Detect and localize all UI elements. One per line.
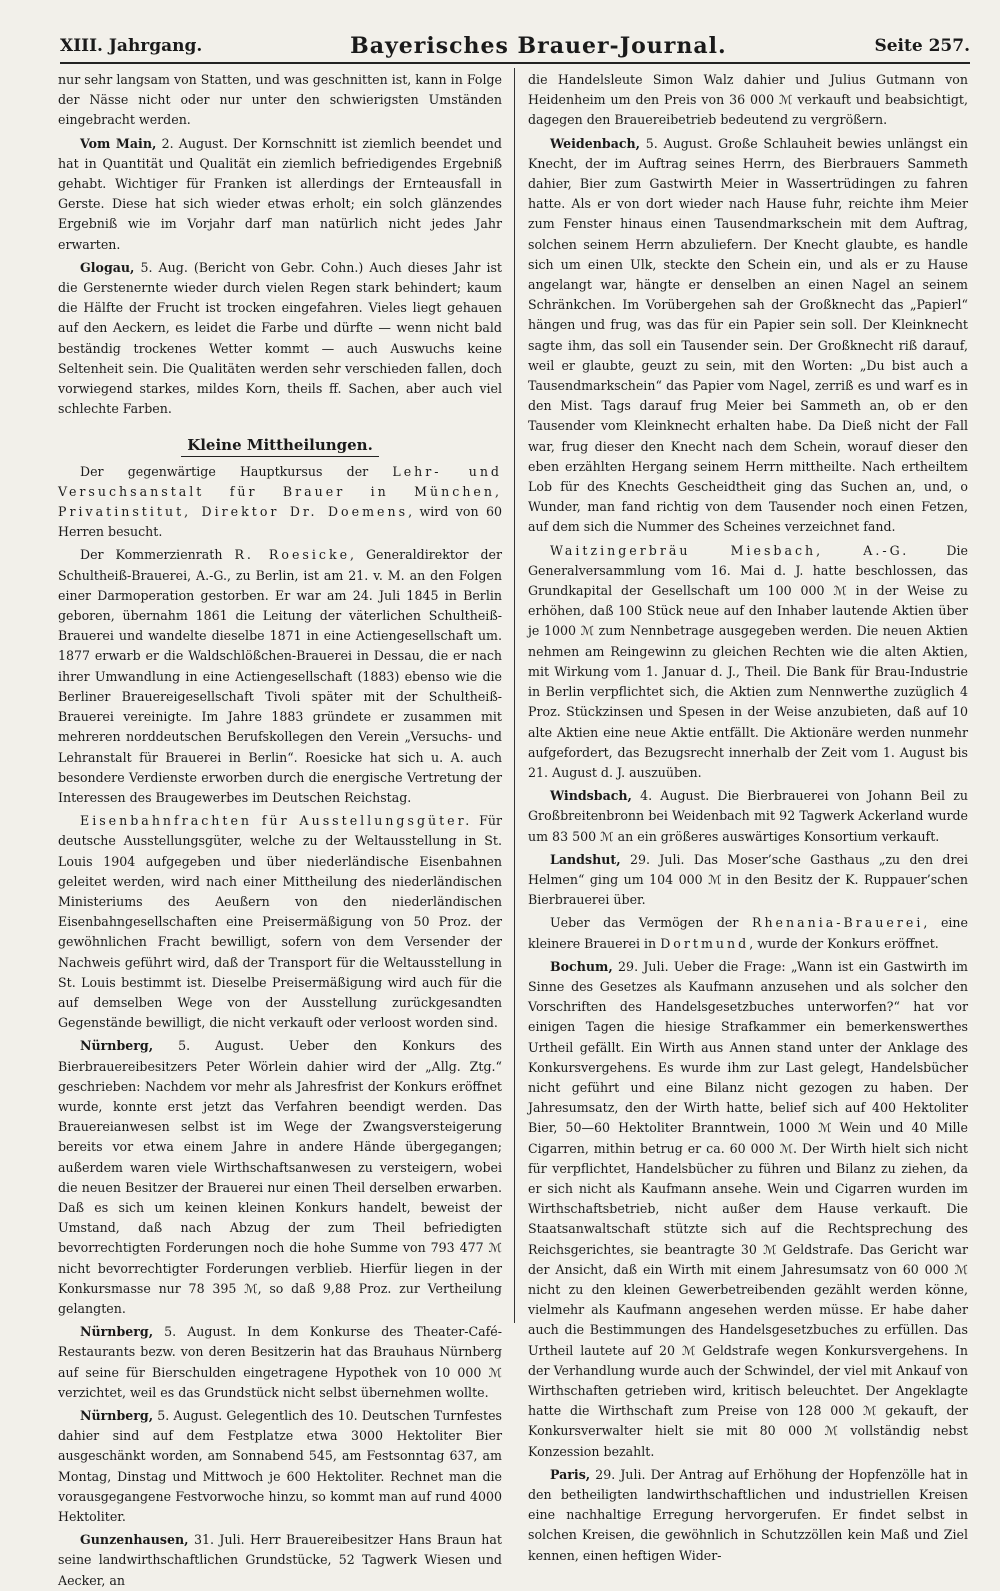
dateline: Windsbach, [550,788,632,804]
dateline: Weidenbach, [550,135,641,151]
dateline: Nürnberg, [80,1408,154,1423]
article-paragraph [58,462,502,543]
article-text: , wurde der Konkurs eröffnet. [749,935,939,951]
article-paragraph [58,1036,502,1319]
article-paragraph [528,541,968,783]
spaced-text: R. Roesicke [234,547,351,563]
article-text: 5. August. Große Schlauheit bewies unlängst ein Knecht, der im Auftrag seines Herrn, des Bierbrauers Sammeth dahier, Bier zum Gastwirth Meier in Wassertrüdingen zu fahren hatte. Als er von dort wieder nach Hause fuhr, reichte ihm Meier zum Fenster hinaus einen Tausendmarkschein mit dem Auftrag, solchen seinem Herrn abzuliefern. Der Knecht glaubte, es handle sich um einen Ulk, steckte den Schein ein, und als er zu Hause angelangt war, hängte er denselben an einen Nagel an seinem Schränkchen. Im Vorübergehen sah der Großknecht das „Papierl“ hängen und frug, was das für ein Papier sein soll. Der Kleinknecht sagte ihm, das soll ein Tausender sein. Der Großknecht riß darauf, weil er glaubte, geuzt zu sein, mit den Worten: „Du bist auch a Tausendmarkschein“ das Papier vom Nagel, zerriß es und warf es in den Mist. Tags darauf frug Meier bei Sammeth an, ob er den Tausender vom Kleinknecht erhalten habe. Da Dieß nicht der Fall war, frug dieser den Knecht nach dem Schein, worauf dieser den eben erzählten Hergang seinem Herrn mittheilte. Nach ertheiltem Lob für des Knechts Gescheidtheit ging das Suchen an, und, o Wunder, man fand richtig von dem Tausender noch einen Fetzen, auf dem sich die Nummer des Scheines verzeichnet fand. [528,135,968,535]
spaced-text: Waitzingerbräu Miesbach, A.-G. [550,542,910,558]
article-text: 4. August. Die Bierbrauerei von Johann Beil zu Großbreitenbronn bei Weidenbach mit 92 Tagwerk Ackerland wurde um 83 500 ℳ an ein größeres auswärtiges Konsortium verkauft. [528,788,968,844]
article-text: Für deutsche Ausstellungsgüter, welche zu der Weltausstellung in St. Louis 1904 aufgegeben und über niederländische Eisenbahnen geleitet werden, wird nach einer Mittheilung des niederländischen Ministeriums des Aeußern von den niederländischen Eisenbahngesellschaften eine Preisermäßigung von 50 Proz. der gewöhnlichen Fracht bewilligt, sofern von dem Versender der Nachweis geführt wird, daß der Transport für die Weltausstellung in St. Louis bestimmt ist. Dieselbe Preisermäßigung wird auch für die auf demselben Wege von der Ausstellung zurückgesandten Gegenstände bewilligt, die nicht verkauft oder verloost worden sind. [58,813,502,1031]
spaced-text: Eisenbahnfrachten für Ausstellungsgüter. [80,813,473,829]
article-text: Der Kommerzienrath [80,547,235,563]
dateline: Nürnberg, [80,1038,154,1054]
dateline: Nürnberg, [80,1324,154,1340]
article-paragraph [528,134,968,538]
article-text: 5. August. Gelegentlich des 10. Deutschen Turnfestes dahier sind auf dem Festplatze etwa 3000 Hektoliter Bier ausgeschänkt worden, am Sonnabend 545, am Festsonntag 637, am Montag, Dinstag und Mittwoch je 600 Hektoliter. Rechnet man die vorausgegangene Festvorwoche hinzu, so kommt man auf rund 4000 Hektoliter. [58,1408,502,1525]
article-paragraph: die Handelsleute Simon Walz dahier und Julius Gutmann von Heidenheim um den Preis von 36 000 ℳ verkauft und beabsichtigt, dagegen den Brauereibetrieb bedeutend zu vergrößern. [528,72,968,128]
article-paragraph [528,1465,968,1566]
right-column [528,70,968,1563]
article-paragraph [528,957,968,1462]
article-text: 5. August. Ueber den Konkurs des Bierbrauereibesitzers Peter Wörlein dahier wird der „Allg. Ztg.“ geschrieben: Nachdem vor mehr als Jahresfrist der Konkurs eröffnet wurde, konnte erst jetzt das Verfahren beendigt werden. Das Brauereianwesen selbst ist im Wege der Zwangsversteigerung bereits vor etwa einem Jahre in andere Hände übergegangen; außerdem waren viele Wirthschaftsanwesen zu versteigern, wobei die neuen Besitzer der Brauerei nur einen Theil derselben erwarben. Daß es sich um keinen kleinen Konkurs handelt, beweist der Umstand, daß nach Abzug der zum Theil befriedigten bevorrechtigten Forderungen noch die hohe Summe von 793 477 ℳ nicht bevorrechtigter Forderungen verblieb. Hierfür liegen in der Konkursmasse nur 78 395 ℳ, so daß 9,88 Proz. zur Vertheilung gelangten. [58,1038,502,1316]
dateline: Paris, [550,1466,591,1482]
dateline: Landshut, [550,851,621,867]
article-paragraph [58,545,502,808]
issue-label: XIII. Jahrgang. [60,36,203,56]
section-title: Kleine Mittheilungen. [58,435,502,455]
article-text: , Generaldirektor der Schultheiß-Brauerei, A.-G., zu Berlin, ist am 21. v. M. an den Folgen einer Darmoperation gestorben. Er war am 24. Juli 1845 in Berlin geboren, übernahm 1861 die Leitung der väterlichen Schultheiß-Brauerei und wandelte dieselbe 1871 in eine Actiengesellschaft um. 1877 erwarb er die Waldschlößchen-Brauerei in Dessau, die er nach ihrer Umwandlung in eine Actiengesellschaft (1883) ebenso wie die Berliner Brauereigesellschaft Tivoli später mit der Schultheiß-Brauerei vereinigte. Im Jahre 1883 gründete er zusammen mit mehreren norddeutschen Berufskollegen den Verein „Versuchs- und Lehranstalt für Brauerei in Berlin“. Roesicke hat sich u. A. auch besondere Verdienste erworben durch die energische Vertretung der Interessen des Braugewerbes im Deutschen Reichstag. [58,547,502,805]
article-paragraph: Glogau, 5. Aug. (Bericht von Gebr. Cohn.) Auch dieses Jahr ist die Gerstenernte wieder durch vielen Regen stark behindert; kaum die Hälfte der Frucht ist trocken eingefahren. Vieles liegt gehauen auf den Aeckern, es leidet die Farbe und dürfte — wenn nicht bald beständig trockenes Wetter kommt — auch Auswuchs keine Seltenheit sein. Die Qualitäten werden sehr verschieden fallen, doch vorwiegend starkes, mildes Korn, theils ff. Sachen, aber auch viel schlechte Farben. [58,259,502,417]
column-divider [514,68,515,1323]
article-paragraph: nur sehr langsam von Statten, und was geschnitten ist, kann in Folge der Nässe nicht oder nur unter den schwierigsten Umständen eingebracht werden. [58,72,502,128]
dateline: Vom Main, [80,135,157,151]
spaced-text: Dortmund [660,935,750,951]
dateline: Bochum, [550,958,613,974]
article-paragraph [58,811,502,1033]
article-text: 29. Juli. Das Moser’sche Gasthaus „zu den drei Helmen“ ging um 104 000 ℳ in den Besitz der K. Ruppauer’schen Bierbrauerei über. [528,851,968,908]
dateline: Glogau, [80,259,135,275]
left-column [58,70,502,1588]
page-header [60,28,970,64]
article-paragraph [58,1322,502,1403]
article-text: Die Generalversammlung vom 16. Mai d. J. hatte beschlossen, das Grundkapital der Gesellschaft um 100 000 ℳ in der Weise zu erhöhen, daß 100 Stück neue auf den Inhaber lautende Aktien über je 1000 ℳ zum Nennbetrage ausgegeben werden. Die neuen Aktien nehmen am Reingewinn zu gleichen Rechten wie die alten Aktien, mit Wirkung vom 1. Januar d. J., Theil. Die Bank für Brau-Industrie in Berlin verpflichtet sich, die Aktien zum Nennwerthe zuzüglich 4 Proz. Stückzinsen und Spesen in der Weise anzubieten, daß auf 10 alte Aktien eine neue Aktie entfällt. Die Aktionäre werden nunmehr aufgefordert, das Bezugsrecht innerhalb der Zeit vom 1. August bis 21. August d. J. auszuüben. [528,542,968,780]
article-text: 31. Juli. Herr Brauereibesitzer Hans Braun hat seine landwirthschaftlichen Grundstücke, 52 Tagwerk Wiesen und Aecker, an [58,1532,502,1588]
article-paragraph [528,850,968,911]
article-text: 29. Juli. Der Antrag auf Erhöhung der Hopfenzölle hat in den betheiligten landwirthschaftlichen und industriellen Kreisen eine nachhaltige Erregung hervorgerufen. Er findet selbst in solchen Kreisen, die gewöhnlich in Schutzzöllen kein Maß und Ziel kennen, einen heftigen Wider- [528,1466,968,1563]
article-text: 5. August. In dem Konkurse des Theater-Café-Restaurants bezw. von deren Besitzerin hat das Brauhaus Nürnberg auf seine für Bierschulden eingetragene Hypothek von 10 000 ℳ verzichtet, weil es das Grundstück nicht selbst übernehmen wollte. [58,1324,502,1400]
spaced-text: Rhenania-Brauerei [751,915,924,931]
dateline: Gunzenhausen, [80,1532,189,1548]
article-paragraph [528,786,968,847]
journal-title: Bayerisches Brauer-Journal. [350,33,727,59]
article-paragraph [58,1530,502,1591]
article-paragraph [528,913,968,953]
article-paragraph [58,1406,502,1527]
article-paragraph: Vom Main, 2. August. Der Kornschnitt ist ziemlich beendet und hat in Quantität und Qualität ein ziemlich befriedigendes Ergebniß gehabt. Wichtiger für Franken ist allerdings der Ernteausfall in Gerste. Diese hat sich wieder etwas erholt; ein solch glänzendes Ergebniß wie im Vorjahr darf man natürlich nicht jedes Jahr erwarten. [58,135,502,252]
article-text: , eine kleinere Brauerei in [528,915,968,951]
article-text: Ueber das Vermögen der [550,915,752,931]
page-number: Seite 257. [874,36,970,56]
spaced-text: Lehr- und Versuchsanstalt für Brauer in München, Privatinstitut, Direktor Dr. Doemens [58,463,502,520]
article-text: Der gegenwärtige Hauptkursus der [80,463,393,479]
article-text: , wird von 60 Herren besucht. [58,504,502,540]
article-text: 29. Juli. Ueber die Frage: „Wann ist ein Gastwirth im Sinne des Gesetzes als Kaufmann anzusehen und als solcher den Vorschriften des Handelsgesetzbuches unterworfen?“ hat vor einigen Tagen die hiesige Strafkammer ein bemerkenswerthes Urtheil gefällt. Ein Wirth aus Annen stand unter der Anklage des Konkursvergehens. Es wurde ihm zur Last gelegt, Handelsbücher nicht geführt und eine Bilanz nicht gezogen zu haben. Der Jahresumsatz, den der Wirth hatte, belief sich auf 400 Hektoliter Bier, 50—60 Hektoliter Branntwein, 1000 ℳ Wein und 40 Mille Cigarren, mithin betrug er ca. 60 000 ℳ. Der Wirth hielt sich nicht für verpflichtet, Handelsbücher zu führen und Bilanz zu ziehen, da er sich nicht als Kaufmann ansehe. Wein und Cigarren wurden im Wirthschaftsbetrieb, nicht außer dem Hause verkauft. Die Staatsanwaltschaft stützte sich auf die Rechtsprechung des Reichsgerichtes, sie beantragte 30 ℳ Geldstrafe. Das Gericht war der Ansicht, daß ein Wirth mit einem Jahresumsatz von 60 000 ℳ nicht zu den kleinen Gewerbetreibenden gezählt werden könne, vielmehr als Kaufmann angesehen werden müsse. Er habe daher auch die Bestimmungen des Handelsgesetzbuches zu erfüllen. Das Urtheil lautete auf 20 ℳ Geldstrafe wegen Konkursvergehens. In der Verhandlung wurde auch der Schwindel, der viel mit Ankauf von Wirthschaften getrieben wird, kritisch beleuchtet. Der Angeklagte hatte die Wirthschaft zum Preise von 128 000 ℳ gekauft, der Konkursverwalter hielt sie mit 80 000 ℳ vollständig nebst Konzession bezahlt. [528,958,968,1459]
